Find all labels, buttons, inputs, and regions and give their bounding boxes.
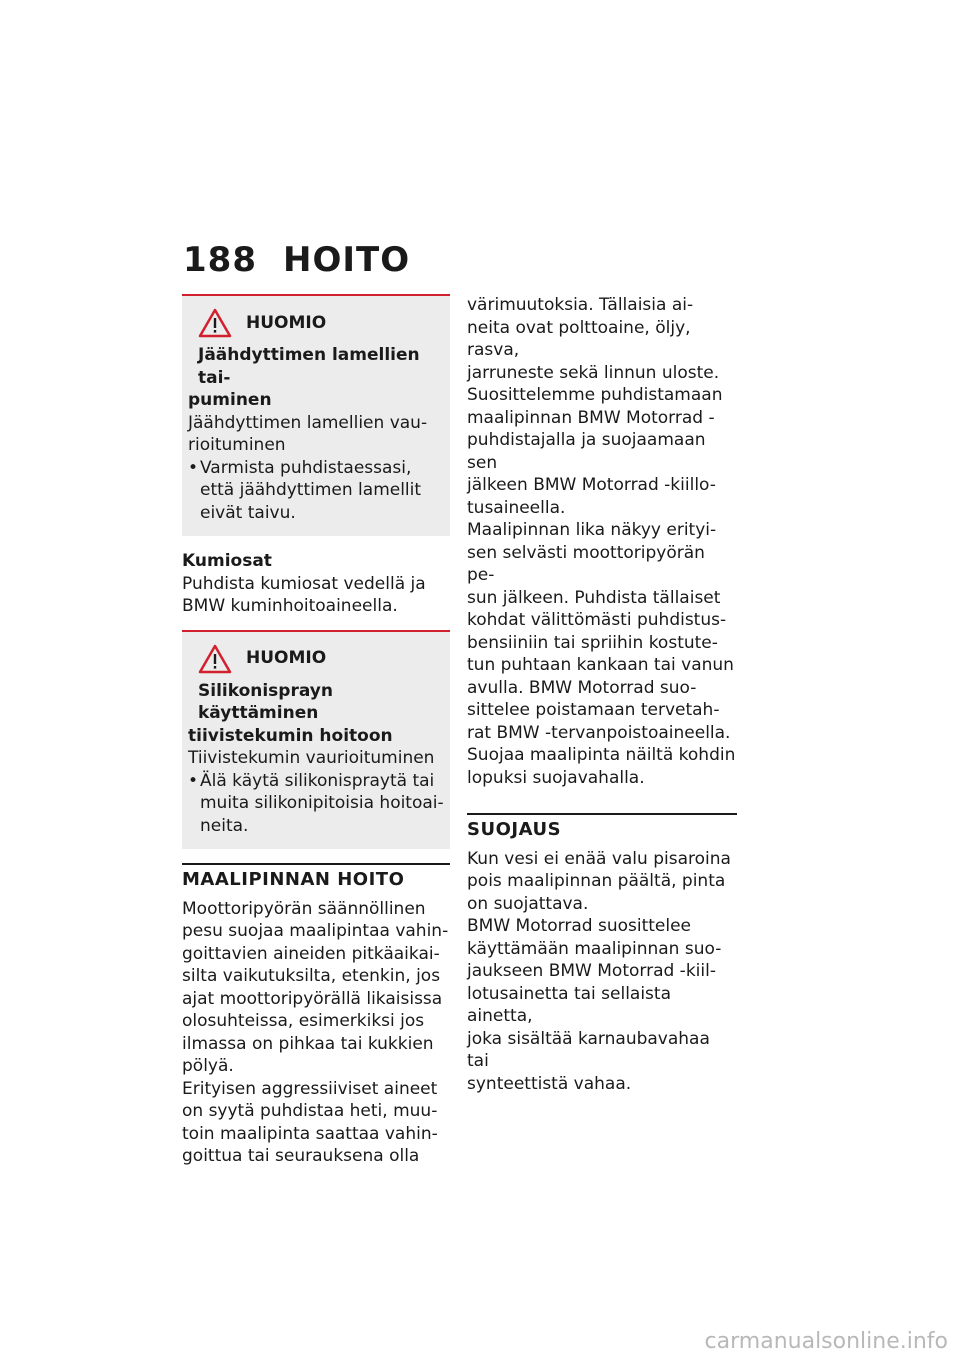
- body-line: olosuhteissa, esimerkiksi jos: [182, 1011, 425, 1031]
- suojaus-heading: SUOJAUS: [467, 813, 737, 842]
- note-title-line1: Silikonisprayn käyttäminen: [198, 680, 333, 723]
- body-line: goittavien aineiden pitkäaikai-: [182, 943, 440, 964]
- body-line: pölyä.: [182, 1056, 234, 1076]
- body-line: rat BMW -tervanpoistoaineella.: [467, 722, 731, 743]
- warning-note-silicone: [182, 630, 450, 850]
- body-line: pesu suojaa maalipintaa vahin-: [182, 921, 449, 941]
- body-line: on suojattava.: [467, 893, 589, 914]
- body-line: tun puhtaan kankaan tai vanun: [467, 655, 734, 675]
- page-number: 188: [183, 240, 257, 280]
- body-line: ajat moottoripyörällä likaisissa: [182, 988, 443, 1009]
- kumiosat-line2: BMW kuminhoitoaineella.: [182, 596, 398, 616]
- body-line: puhdistajalla ja suojaamaan sen: [467, 430, 706, 473]
- note-body-line2: rioituminen: [188, 435, 286, 455]
- body-line: ilmassa on pihkaa tai kukkien: [182, 1033, 434, 1054]
- body-line: Moottoripyörän säännöllinen: [182, 898, 426, 919]
- body-line: lotusainetta tai sellaista ainetta,: [467, 983, 671, 1026]
- warning-note-radiator: [182, 294, 450, 536]
- body-line: sun jälkeen. Puhdista tällaiset: [467, 587, 721, 608]
- body-line: toin maalipinta saattaa vahin-: [182, 1123, 438, 1144]
- maalipinta-body: [182, 898, 450, 1168]
- note-header: [188, 308, 444, 338]
- body-line: Erityisen aggressiiviset aineet: [182, 1078, 438, 1099]
- body-line: bensiiniin tai spriihin kostute-: [467, 632, 718, 653]
- body-line: Suosittelemme puhdistamaan: [467, 385, 723, 405]
- note-label: HUOMIO: [246, 312, 327, 333]
- body-line: Suojaa maalipinta näiltä kohdin: [467, 745, 736, 765]
- note-header: [188, 644, 444, 674]
- body-line: värimuutoksia. Tällaisia ai-: [467, 295, 694, 315]
- body-line: kohdat välittömästi puhdistus-: [467, 610, 727, 630]
- body-line: sittelee poistamaan tervetah-: [467, 700, 720, 720]
- note-bullet: [188, 770, 444, 838]
- body-line: joka sisältää karnaubavahaa tai: [467, 1028, 710, 1071]
- note-title-line2: puminen: [188, 390, 272, 410]
- maalipinta-heading: MAALIPINNAN HOITO: [182, 863, 450, 892]
- bullet-line1: Varmista puhdistaessasi,: [200, 457, 412, 478]
- bullet-line3: eivät taivu.: [200, 502, 296, 523]
- body-line: Maalipinnan lika näkyy erityi-: [467, 520, 717, 540]
- body-line: goittua tai seurauksena olla: [182, 1146, 420, 1166]
- body-line: BMW Motorrad suosittelee: [467, 916, 692, 936]
- watermark: carmanualsonline.info: [704, 1329, 948, 1354]
- body-line: synteettistä vahaa.: [467, 1073, 632, 1094]
- kumiosat-heading: Kumiosat: [182, 551, 272, 571]
- bullet-line2: muita silikonipitoisia hoitoai-: [200, 793, 444, 813]
- body-line: neita ovat polttoaine, öljy, rasva,: [467, 317, 691, 360]
- note-title-line1: Jäähdyttimen lamellien tai-: [198, 345, 420, 388]
- note-body-line1: Tiivistekumin vaurioituminen: [188, 748, 435, 768]
- body-line: Kun vesi ei enää valu pisaroina: [467, 848, 731, 869]
- body-line: maalipinnan BMW Motorrad -: [467, 407, 715, 428]
- left-column: [182, 294, 450, 1168]
- page-title: HOITO: [283, 240, 411, 280]
- body-line: pois maalipinnan päältä, pinta: [467, 871, 726, 891]
- body-line: avulla. BMW Motorrad suo-: [467, 677, 697, 698]
- bullet-dot: •: [188, 770, 199, 791]
- body-line: käyttämään maalipinnan suo-: [467, 938, 722, 959]
- right-column: [467, 294, 737, 1095]
- body-line: tusaineella.: [467, 497, 566, 518]
- body-line: silta vaikutuksilta, etenkin, jos: [182, 966, 441, 986]
- bullet-line2: että jäähdyttimen lamellit: [200, 480, 422, 500]
- page-header: [183, 240, 410, 280]
- bullet-line1: Älä käytä silikonispraytä tai: [200, 770, 435, 791]
- warning-triangle-icon: [198, 308, 232, 338]
- note-title-line2: tiivistekumin hoitoon: [188, 725, 393, 746]
- body-line: on syytä puhdistaa heti, muu-: [182, 1101, 438, 1121]
- body-line: lopuksi suojavahalla.: [467, 767, 645, 788]
- body-line: jaukseen BMW Motorrad -kiil-: [467, 961, 716, 981]
- note-bullet: [188, 457, 444, 525]
- bullet-line3: neita.: [200, 815, 249, 836]
- warning-triangle-icon: [198, 644, 232, 674]
- body-line: jarruneste sekä linnun uloste.: [467, 362, 720, 383]
- body-line: jälkeen BMW Motorrad -kiillo-: [467, 475, 716, 495]
- note-body-line1: Jäähdyttimen lamellien vau-: [188, 412, 428, 433]
- kumiosat-line1: Puhdista kumiosat vedellä ja: [182, 573, 426, 594]
- body-line: sen selvästi moottoripyörän pe-: [467, 542, 705, 585]
- note-label: HUOMIO: [246, 648, 327, 669]
- bullet-dot: •: [188, 457, 199, 478]
